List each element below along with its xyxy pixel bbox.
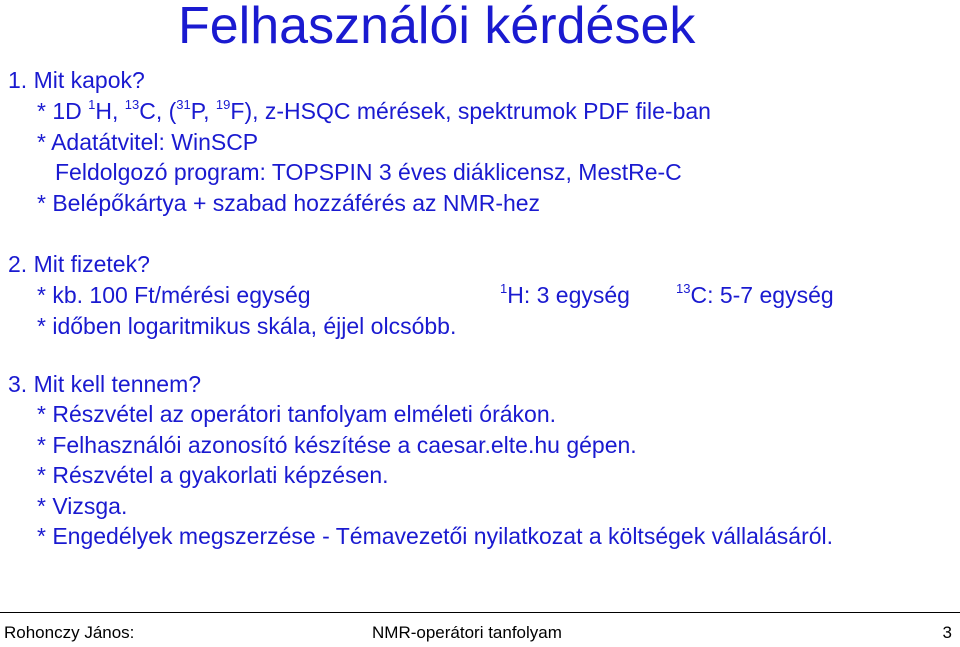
- section-1-line-3: Feldolgozó program: TOPSPIN 3 éves diáklicensz, MestRe-C: [55, 159, 682, 185]
- footer-page-number: 3: [942, 623, 952, 642]
- section-2-line-1-h: [500, 281, 630, 309]
- slide-title: Felhasználói kérdések: [178, 0, 696, 55]
- text: * 1D: [37, 98, 89, 124]
- section-3-item: * Részvétel az operátori tanfolyam elméleti órákon.: [37, 401, 557, 427]
- section-3-item: * Felhasználói azonosító készítése a caesar.elte.hu gépen.: [37, 432, 637, 458]
- section-3-item: * Engedélyek megszerzése - Témavezetői nyilatkozat a költségek vállalásáról.: [37, 523, 834, 549]
- text: C: 5-7 egység: [690, 282, 834, 308]
- footer-author: Rohonczy János:: [4, 623, 135, 642]
- text: H,: [95, 98, 125, 124]
- section-2-line-2: * időben logaritmikus skála, éjjel olcsóbb.: [37, 313, 457, 339]
- section-2-line-1-cost: * kb. 100 Ft/mérési egység: [37, 282, 311, 308]
- section-2-line-1-c: [676, 281, 834, 309]
- footer-course: NMR-operátori tanfolyam: [372, 623, 562, 642]
- section-3-item: * Vizsga.: [37, 493, 128, 519]
- section-1-heading: 1. Mit kapok?: [8, 67, 145, 93]
- superscript: 13: [676, 281, 691, 297]
- section-3-heading: 3. Mit kell tennem?: [8, 371, 202, 397]
- text: C, (: [139, 98, 177, 124]
- superscript: 1: [500, 281, 508, 297]
- section-1-line-2: * Adatátvitel: WinSCP: [37, 129, 259, 155]
- superscript: 1: [88, 97, 96, 113]
- section-1-line-4: * Belépőkártya + szabad hozzáférés az NMR-hez: [37, 190, 541, 216]
- text: H: 3 egység: [507, 282, 630, 308]
- superscript: 13: [124, 97, 140, 113]
- footer-divider: [0, 612, 960, 613]
- superscript: 19: [215, 97, 231, 113]
- section-2-heading: 2. Mit fizetek?: [8, 251, 150, 277]
- section-3-item: * Részvétel a gyakorlati képzésen.: [37, 462, 389, 488]
- superscript: 31: [176, 97, 191, 113]
- text: P,: [190, 98, 216, 124]
- text: F), z-HSQC mérések, spektrumok PDF file-ban: [230, 98, 711, 124]
- section-1-line-1: [37, 97, 711, 125]
